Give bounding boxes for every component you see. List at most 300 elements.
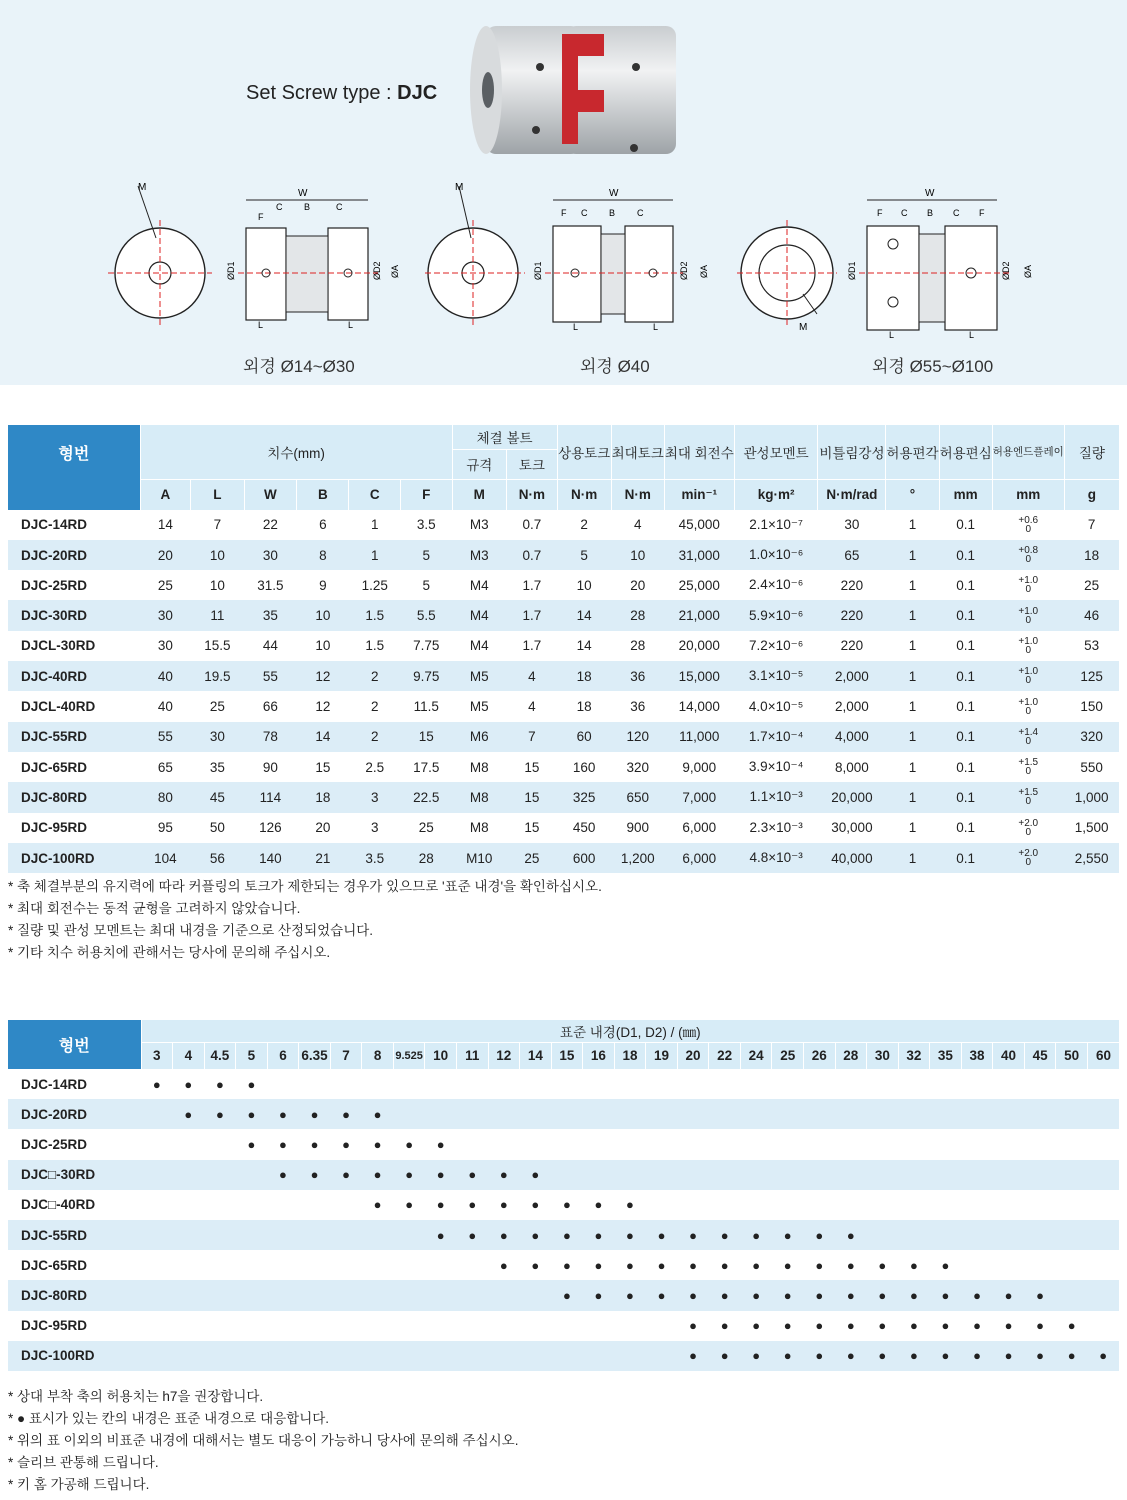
spec-cell-stiff: 2,000 (835, 699, 869, 715)
spec-cell-bt: 0.7 (522, 517, 542, 533)
spec-cell-W: 22 (262, 517, 278, 533)
spec-header: 허용편각 (886, 425, 939, 479)
spec-header: 비틀림강성 (818, 425, 886, 479)
bore-empty-cell (1087, 1220, 1119, 1250)
spec-cell-mass: 46 (1064, 600, 1119, 630)
dim-label: ØD2 (372, 261, 382, 280)
bore-empty-cell (267, 1069, 299, 1099)
spec-cell-bt: 0.7 (507, 540, 558, 570)
bore-empty-cell (456, 1341, 488, 1371)
dim-label: M (455, 182, 464, 193)
spec-tolerance-cell (992, 540, 1064, 570)
bore-empty-cell (456, 1099, 488, 1129)
bore-empty-cell (551, 1129, 583, 1159)
bore-available-dot: ● (803, 1280, 835, 1310)
dim-label: C (637, 208, 644, 218)
spec-cell-mass: 150 (1080, 699, 1103, 715)
bore-size-header: 3 (141, 1042, 173, 1069)
spec-cell-M: M4 (469, 638, 489, 654)
bore-size-header: 9.525 (393, 1042, 425, 1069)
spec-tolerance-cell (992, 510, 1064, 540)
bore-empty-cell (267, 1190, 299, 1220)
spec-cell-L: 10 (191, 540, 245, 570)
bore-size-header: 19 (646, 1042, 678, 1069)
spec-row (8, 661, 1119, 691)
spec-cell-bt: 4 (507, 661, 558, 691)
bore-empty-cell (867, 1160, 899, 1190)
bore-empty-cell (1087, 1099, 1119, 1129)
spec-cell-M: M4 (452, 600, 507, 630)
bore-empty-cell (362, 1341, 394, 1371)
spec-cell-W: 140 (244, 843, 297, 873)
bore-empty-cell (141, 1341, 173, 1371)
bore-empty-cell (520, 1099, 552, 1129)
bore-empty-cell (456, 1311, 488, 1341)
spec-cell-W: 31.5 (257, 577, 284, 593)
unit-cell: C (349, 479, 401, 509)
spec-cell-mt: 28 (630, 638, 646, 654)
spec-cell-rpm: 14,000 (678, 699, 720, 715)
spec-table-body (8, 510, 1119, 874)
bore-empty-cell (1024, 1190, 1056, 1220)
bore-model-cell: DJC□-30RD (8, 1160, 141, 1190)
bore-available-dot: ● (752, 1318, 761, 1334)
unit-cell: N·m (507, 479, 558, 509)
bore-empty-cell (330, 1341, 362, 1371)
spec-cell-ang: 1 (886, 540, 939, 570)
spec-cell-M: M8 (469, 759, 489, 775)
drawing-medium (425, 178, 725, 343)
bore-empty-cell (299, 1190, 331, 1220)
bore-available-dot: ● (677, 1220, 709, 1250)
bore-empty-cell (898, 1069, 930, 1099)
bore-available-dot: ● (709, 1220, 741, 1250)
bore-available-dot: ● (878, 1318, 887, 1334)
spec-cell-bt: 7 (507, 722, 558, 752)
spec-cell-ecc: 0.1 (956, 759, 976, 775)
dim-label: B (304, 202, 311, 212)
spec-cell-C: 1.5 (365, 638, 385, 654)
bore-empty-cell (456, 1069, 488, 1099)
bore-available-dot: ● (583, 1220, 615, 1250)
bore-empty-cell (772, 1099, 804, 1129)
bore-size-header: 28 (835, 1042, 867, 1069)
spec-notes (8, 876, 602, 964)
unit-cell: min⁻¹ (664, 479, 734, 509)
bore-empty-cell (141, 1099, 173, 1129)
bore-empty-cell (772, 1190, 804, 1220)
spec-cell-C: 2 (349, 722, 401, 752)
bore-available-dot: ● (930, 1280, 962, 1310)
bore-available-dot: ● (1056, 1341, 1088, 1371)
bore-empty-cell (204, 1280, 236, 1310)
bore-empty-cell (835, 1160, 867, 1190)
spec-cell-F: 7.75 (413, 638, 440, 654)
dim-label: C (336, 202, 343, 212)
spec-cell-W: 55 (244, 661, 297, 691)
dim-label: ØA (1023, 264, 1033, 278)
bore-size-header: 12 (488, 1042, 520, 1069)
bore-available-dot: ● (993, 1280, 1025, 1310)
spec-cell-rpm: 9,000 (682, 759, 717, 775)
spec-cell-B: 9 (319, 577, 327, 593)
spec-tolerance-cell (992, 661, 1064, 691)
bore-model-cell: DJC-14RD (21, 1076, 88, 1092)
bore-empty-cell (583, 1069, 615, 1099)
spec-cell-ang: 1 (886, 843, 939, 873)
tol-upper: +1.0 (1018, 605, 1039, 617)
spec-row (8, 631, 1119, 661)
spec-cell-bt: 25 (507, 843, 558, 873)
tol-lower: 0 (1025, 614, 1032, 626)
bore-size-header: 15 (551, 1042, 583, 1069)
unit-cell: mm (992, 479, 1064, 509)
bore-available-dot: ● (594, 1257, 603, 1273)
bore-empty-cell (930, 1190, 962, 1220)
spec-cell-B: 12 (315, 699, 331, 715)
bore-empty-cell (425, 1099, 457, 1129)
spec-cell-bt: 4 (528, 699, 536, 715)
bore-row (8, 1190, 1119, 1220)
bore-available-dot: ● (520, 1160, 552, 1190)
bore-empty-cell (488, 1099, 520, 1129)
hero-section (0, 0, 1127, 385)
spec-cell-bt: 15 (524, 820, 540, 836)
bore-size-header: 40 (993, 1042, 1025, 1069)
spec-cell-rt: 2 (580, 517, 588, 533)
spec-cell-stiff: 8,000 (835, 759, 869, 775)
bore-available-dot: ● (646, 1280, 678, 1310)
spec-cell-W: 66 (262, 699, 278, 715)
coupling-product-image (466, 22, 686, 162)
unit-cell: A (140, 479, 190, 509)
bore-empty-cell (835, 1129, 867, 1159)
spec-cell-bt: 15 (524, 759, 540, 775)
spec-row (8, 722, 1119, 752)
spec-header: 상용토크 (557, 425, 611, 479)
spec-cell-rt: 600 (557, 843, 611, 873)
bore-empty-cell (362, 1220, 394, 1250)
bore-available-dot: ● (846, 1318, 855, 1334)
dim-label: W (609, 188, 619, 199)
bore-model-cell: DJC-100RD (8, 1341, 141, 1371)
spec-cell-mt: 28 (611, 600, 664, 630)
dim-label: F (258, 212, 264, 222)
spec-cell-mass: 1,500 (1074, 820, 1109, 836)
spec-cell-ecc: 0.1 (956, 577, 976, 593)
spec-cell-C: 1.25 (361, 577, 388, 593)
bore-available-dot: ● (562, 1257, 571, 1273)
bore-row (8, 1280, 1119, 1310)
bore-empty-cell (772, 1160, 804, 1190)
bore-empty-cell (330, 1069, 362, 1099)
bore-empty-cell (614, 1311, 646, 1341)
bore-empty-cell (1056, 1220, 1088, 1250)
spec-cell-mt: 1,200 (611, 843, 664, 873)
bore-row (8, 1129, 1119, 1159)
bore-available-dot: ● (867, 1341, 899, 1371)
bore-empty-cell (1056, 1129, 1088, 1159)
spec-cell-stiff: 220 (818, 600, 886, 630)
bore-empty-cell (803, 1099, 835, 1129)
bore-available-dot: ● (846, 1257, 855, 1273)
spec-cell-B: 6 (319, 517, 327, 533)
bore-empty-cell (677, 1099, 709, 1129)
bore-empty-cell (425, 1280, 457, 1310)
bore-empty-cell (898, 1099, 930, 1129)
spec-cell-rt: 450 (572, 820, 596, 836)
bore-empty-cell (961, 1220, 993, 1250)
bore-empty-cell (614, 1099, 646, 1129)
bore-empty-cell (646, 1190, 678, 1220)
bore-available-dot: ● (299, 1160, 331, 1190)
bore-available-dot: ● (488, 1160, 520, 1190)
spec-cell-stiff: 4,000 (818, 722, 886, 752)
bore-empty-cell (1024, 1069, 1056, 1099)
bore-size-header: 4.5 (204, 1042, 236, 1069)
bore-empty-cell (583, 1341, 615, 1371)
bore-row (8, 1250, 1119, 1280)
spec-cell-F: 22.5 (401, 782, 453, 812)
bore-empty-cell (803, 1069, 835, 1099)
spec-cell-B: 10 (315, 638, 331, 654)
spec-model-cell: DJC-65RD (21, 759, 88, 775)
bore-empty-cell (1024, 1160, 1056, 1190)
bore-empty-cell (141, 1220, 173, 1250)
bore-available-dot: ● (941, 1318, 950, 1334)
dim-label: L (969, 330, 975, 340)
spec-cell-stiff: 65 (818, 540, 886, 570)
bore-size-header: 35 (930, 1042, 962, 1069)
spec-model-cell: DJC-14RD (21, 517, 88, 533)
bore-empty-cell (299, 1341, 331, 1371)
bore-available-dot: ● (562, 1197, 571, 1213)
spec-cell-ang: 1 (908, 638, 917, 654)
spec-cell-ang: 1 (908, 577, 917, 593)
spec-cell-B: 10 (297, 600, 349, 630)
bore-available-dot: ● (456, 1160, 488, 1190)
spec-cell-inertia: 2.1×10⁻⁷ (749, 516, 803, 532)
bore-available-dot: ● (373, 1136, 382, 1152)
spec-cell-ecc: 0.1 (939, 722, 992, 752)
tol-lower: 0 (1025, 554, 1032, 566)
spec-cell-inertia: 1.7×10⁻⁴ (734, 722, 818, 752)
bore-empty-cell (362, 1069, 394, 1099)
bore-available-dot: ● (362, 1160, 394, 1190)
bore-available-dot: ● (267, 1160, 299, 1190)
bore-available-dot: ● (247, 1076, 256, 1092)
spec-cell-rt: 14 (557, 600, 611, 630)
bore-available-dot: ● (689, 1318, 697, 1334)
spec-model-cell: DJC-55RD (8, 722, 140, 752)
bore-size-header: 26 (803, 1042, 835, 1069)
bore-empty-cell (141, 1280, 173, 1310)
bore-row (8, 1160, 1119, 1190)
spec-row (8, 843, 1119, 873)
tol-upper: +1.0 (1018, 696, 1039, 708)
bore-empty-cell (740, 1099, 772, 1129)
spec-cell-W: 114 (244, 782, 297, 812)
spec-cell-L: 10 (209, 577, 225, 593)
drawing-caption: 외경 Ø40 (580, 357, 650, 376)
bore-available-dot: ● (405, 1136, 414, 1152)
bore-available-dot: ● (152, 1076, 161, 1092)
bore-empty-cell (993, 1099, 1025, 1129)
unit-cell: N·m (557, 479, 611, 509)
bore-available-dot: ● (436, 1197, 445, 1213)
spec-cell-W: 30 (244, 540, 297, 570)
bore-empty-cell (236, 1190, 268, 1220)
bore-empty-cell (488, 1129, 520, 1159)
bore-notes (8, 1386, 518, 1496)
bore-empty-cell (646, 1129, 678, 1159)
bore-model-cell: DJC□-40RD (21, 1197, 96, 1213)
spec-cell-L: 15.5 (204, 638, 231, 654)
spec-header: 관성모멘트 (734, 425, 818, 479)
tol-upper: +2.0 (1018, 817, 1039, 829)
bore-empty-cell (204, 1129, 236, 1159)
dim-label: L (258, 320, 264, 330)
spec-cell-stiff: 30,000 (831, 820, 873, 836)
bore-size-header: 50 (1056, 1042, 1088, 1069)
bore-available-dot: ● (626, 1257, 634, 1273)
bore-empty-cell (583, 1099, 615, 1129)
spec-cell-ecc: 0.1 (956, 820, 976, 836)
spec-row (8, 813, 1119, 843)
unit-cell: g (1064, 479, 1119, 509)
dim-label: ØD2 (679, 261, 689, 280)
bore-empty-cell (425, 1341, 457, 1371)
spec-cell-A: 30 (157, 638, 173, 654)
unit-cell: M (452, 479, 507, 509)
spec-cell-L: 35 (209, 759, 225, 775)
tol-upper: +0.8 (1018, 545, 1039, 557)
bore-empty-cell (898, 1190, 930, 1220)
bore-empty-cell (1056, 1190, 1088, 1220)
bore-available-dot: ● (973, 1318, 981, 1334)
bore-empty-cell (204, 1341, 236, 1371)
bore-empty-cell (961, 1190, 993, 1220)
bore-available-dot: ● (330, 1160, 362, 1190)
spec-cell-W: 44 (262, 638, 278, 654)
bore-empty-cell (488, 1341, 520, 1371)
bore-available-dot: ● (961, 1341, 993, 1371)
spec-cell-A: 104 (140, 843, 190, 873)
spec-cell-rt: 60 (557, 722, 611, 752)
spec-cell-ecc: 0.1 (939, 600, 992, 630)
bore-empty-cell (867, 1099, 899, 1129)
spec-cell-rpm: 6,000 (664, 843, 734, 873)
bore-size-header: 16 (583, 1042, 615, 1069)
spec-cell-ang: 1 (886, 722, 939, 752)
bore-empty-cell (961, 1069, 993, 1099)
drawing-large (737, 178, 1047, 343)
spec-cell-ecc: 0.1 (956, 517, 976, 533)
spec-cell-M: M4 (469, 577, 489, 593)
note: * 기타 치수 허용치에 관해서는 당사에 문의해 주십시오. (8, 945, 331, 960)
spec-tolerance-cell (992, 752, 1064, 782)
bore-available-dot: ● (677, 1280, 709, 1310)
bore-empty-cell (677, 1069, 709, 1099)
spec-cell-rpm: 7,000 (664, 782, 734, 812)
spec-cell-rt: 14 (576, 638, 592, 654)
spec-cell-M: M6 (452, 722, 507, 752)
bore-available-dot: ● (709, 1341, 741, 1371)
spec-cell-inertia: 5.9×10⁻⁶ (734, 600, 818, 630)
bore-empty-cell (835, 1190, 867, 1220)
bore-size-header: 45 (1024, 1042, 1056, 1069)
spec-row (8, 570, 1119, 600)
spec-cell-A: 95 (157, 820, 173, 836)
bore-available-dot: ● (740, 1220, 772, 1250)
spec-cell-C: 1 (349, 540, 401, 570)
bore-available-dot: ● (815, 1318, 824, 1334)
spec-cell-M: M5 (452, 661, 507, 691)
bore-available-dot: ● (689, 1257, 697, 1273)
bore-empty-cell (993, 1250, 1025, 1280)
bore-size-header: 30 (867, 1042, 899, 1069)
bore-empty-cell (330, 1220, 362, 1250)
bore-available-dot: ● (184, 1076, 193, 1092)
spec-cell-inertia: 1.0×10⁻⁶ (734, 540, 818, 570)
bore-empty-cell (1087, 1160, 1119, 1190)
bore-available-dot: ● (279, 1136, 287, 1152)
dim-label: M (799, 322, 808, 333)
tol-lower: 0 (1025, 584, 1032, 596)
spec-model-cell: DJC-25RD (21, 577, 88, 593)
spec-cell-A: 20 (140, 540, 190, 570)
spec-cell-F: 11.5 (413, 699, 439, 715)
bore-available-dot: ● (551, 1220, 583, 1250)
hero-title: Set Screw type : DJC (246, 82, 438, 104)
bore-empty-cell (1087, 1069, 1119, 1099)
bore-available-dot: ● (614, 1220, 646, 1250)
spec-row (8, 752, 1119, 782)
spec-cell-M: M8 (452, 782, 507, 812)
dim-label: ØA (699, 264, 709, 278)
bore-size-header: 25 (772, 1042, 804, 1069)
note: * 축 체결부분의 유지력에 따라 커플링의 토크가 제한되는 경우가 있으므로 '표준 내경'을 확인하십시오. (8, 879, 602, 894)
bore-size-header: 11 (456, 1042, 488, 1069)
bore-empty-cell (961, 1160, 993, 1190)
spec-cell-ecc: 0.1 (939, 661, 992, 691)
bore-header-title: 표준 내경(D1, D2) / (㎜) (141, 1020, 1119, 1042)
dim-label: F (979, 208, 985, 218)
bore-empty-cell (961, 1099, 993, 1129)
spec-cell-bt: 15 (507, 782, 558, 812)
bore-available-dot: ● (362, 1099, 394, 1129)
spec-cell-mt: 4 (633, 517, 642, 533)
bore-empty-cell (930, 1129, 962, 1159)
spec-cell-rt: 18 (557, 661, 611, 691)
unit-cell: B (297, 479, 349, 509)
bore-available-dot: ● (740, 1280, 772, 1310)
bore-empty-cell (677, 1190, 709, 1220)
tol-upper: +1.5 (1018, 787, 1039, 799)
bore-empty-cell (1024, 1099, 1056, 1129)
bore-empty-cell (236, 1160, 268, 1190)
spec-cell-inertia: 7.2×10⁻⁶ (748, 637, 804, 653)
bore-empty-cell (393, 1280, 425, 1310)
note: * ● 표시가 있는 칸의 내경은 표준 내경으로 대응합니다. (8, 1411, 330, 1426)
bore-size-header: 24 (740, 1042, 772, 1069)
drawing-caption: 외경 Ø14~Ø30 (243, 357, 355, 376)
spec-cell-mt: 650 (611, 782, 664, 812)
spec-tolerance-cell (992, 813, 1064, 843)
spec-cell-bt: 1.7 (507, 600, 558, 630)
note: * 최대 회전수는 동적 균형을 고려하지 않았습니다. (8, 901, 301, 916)
bore-empty-cell (488, 1311, 520, 1341)
